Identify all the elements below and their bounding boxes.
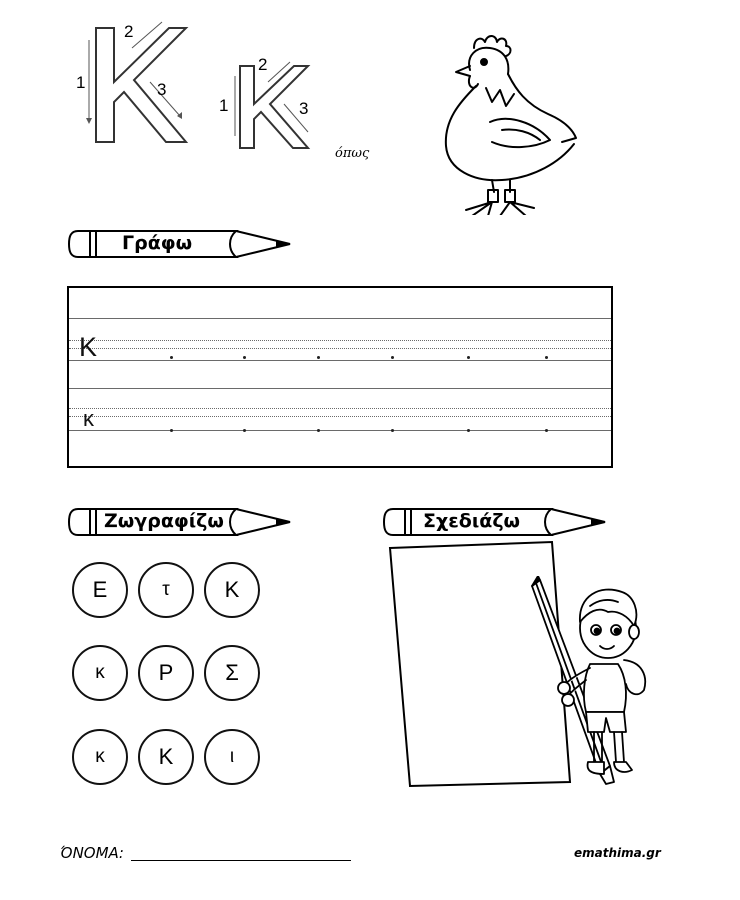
practice-dot (545, 429, 548, 432)
practice-dot (170, 429, 173, 432)
color-circle[interactable]: τ (138, 562, 194, 618)
color-circle[interactable]: Ε (72, 562, 128, 618)
writing-practice-area[interactable] (67, 286, 613, 468)
color-circle[interactable]: κ (72, 729, 128, 785)
practice-dot (317, 356, 320, 359)
stroke-number-1-large: 1 (76, 73, 86, 92)
practice-dot (467, 356, 470, 359)
stroke-number-2-large: 2 (124, 22, 134, 41)
stroke-number-1-small: 1 (219, 96, 229, 115)
writing-sample-row1: K (79, 332, 98, 362)
color-circle[interactable]: Σ (204, 645, 260, 701)
brand-label: emathima.gr (574, 846, 661, 860)
name-input-line[interactable] (131, 860, 351, 861)
color-circle[interactable]: Κ (138, 729, 194, 785)
practice-dot (545, 356, 548, 359)
color-circle[interactable]: Κ (204, 562, 260, 618)
practice-dot (467, 429, 470, 432)
letter-model-large (74, 20, 194, 150)
stroke-number-2-small: 2 (258, 55, 268, 74)
practice-dot (243, 356, 246, 359)
letter-k-outline-large (74, 20, 194, 150)
stroke-number-3-small: 3 (299, 99, 309, 118)
writing-sample-row2: κ (83, 406, 94, 431)
example-word: όπως (335, 146, 370, 161)
color-section-label: Ζωγραφίζω (104, 510, 224, 532)
practice-dot (317, 429, 320, 432)
practice-dot (170, 356, 173, 359)
color-section-pencil (68, 506, 294, 538)
name-label: ΌΝΟΜΑ: (60, 844, 124, 862)
practice-dot (391, 356, 394, 359)
hen-illustration (430, 30, 590, 215)
color-circle[interactable]: κ (72, 645, 128, 701)
practice-dot (391, 429, 394, 432)
write-section-pencil (68, 228, 294, 260)
color-circle[interactable]: Ρ (138, 645, 194, 701)
draw-section-label: Σχεδιάζω (423, 510, 521, 532)
write-section-label: Γράφω (122, 232, 193, 254)
color-circle[interactable]: ι (204, 729, 260, 785)
boy-with-pencil-illustration (528, 576, 656, 786)
draw-section-pencil (383, 506, 609, 538)
stroke-number-3-large: 3 (157, 80, 167, 99)
practice-dot (243, 429, 246, 432)
